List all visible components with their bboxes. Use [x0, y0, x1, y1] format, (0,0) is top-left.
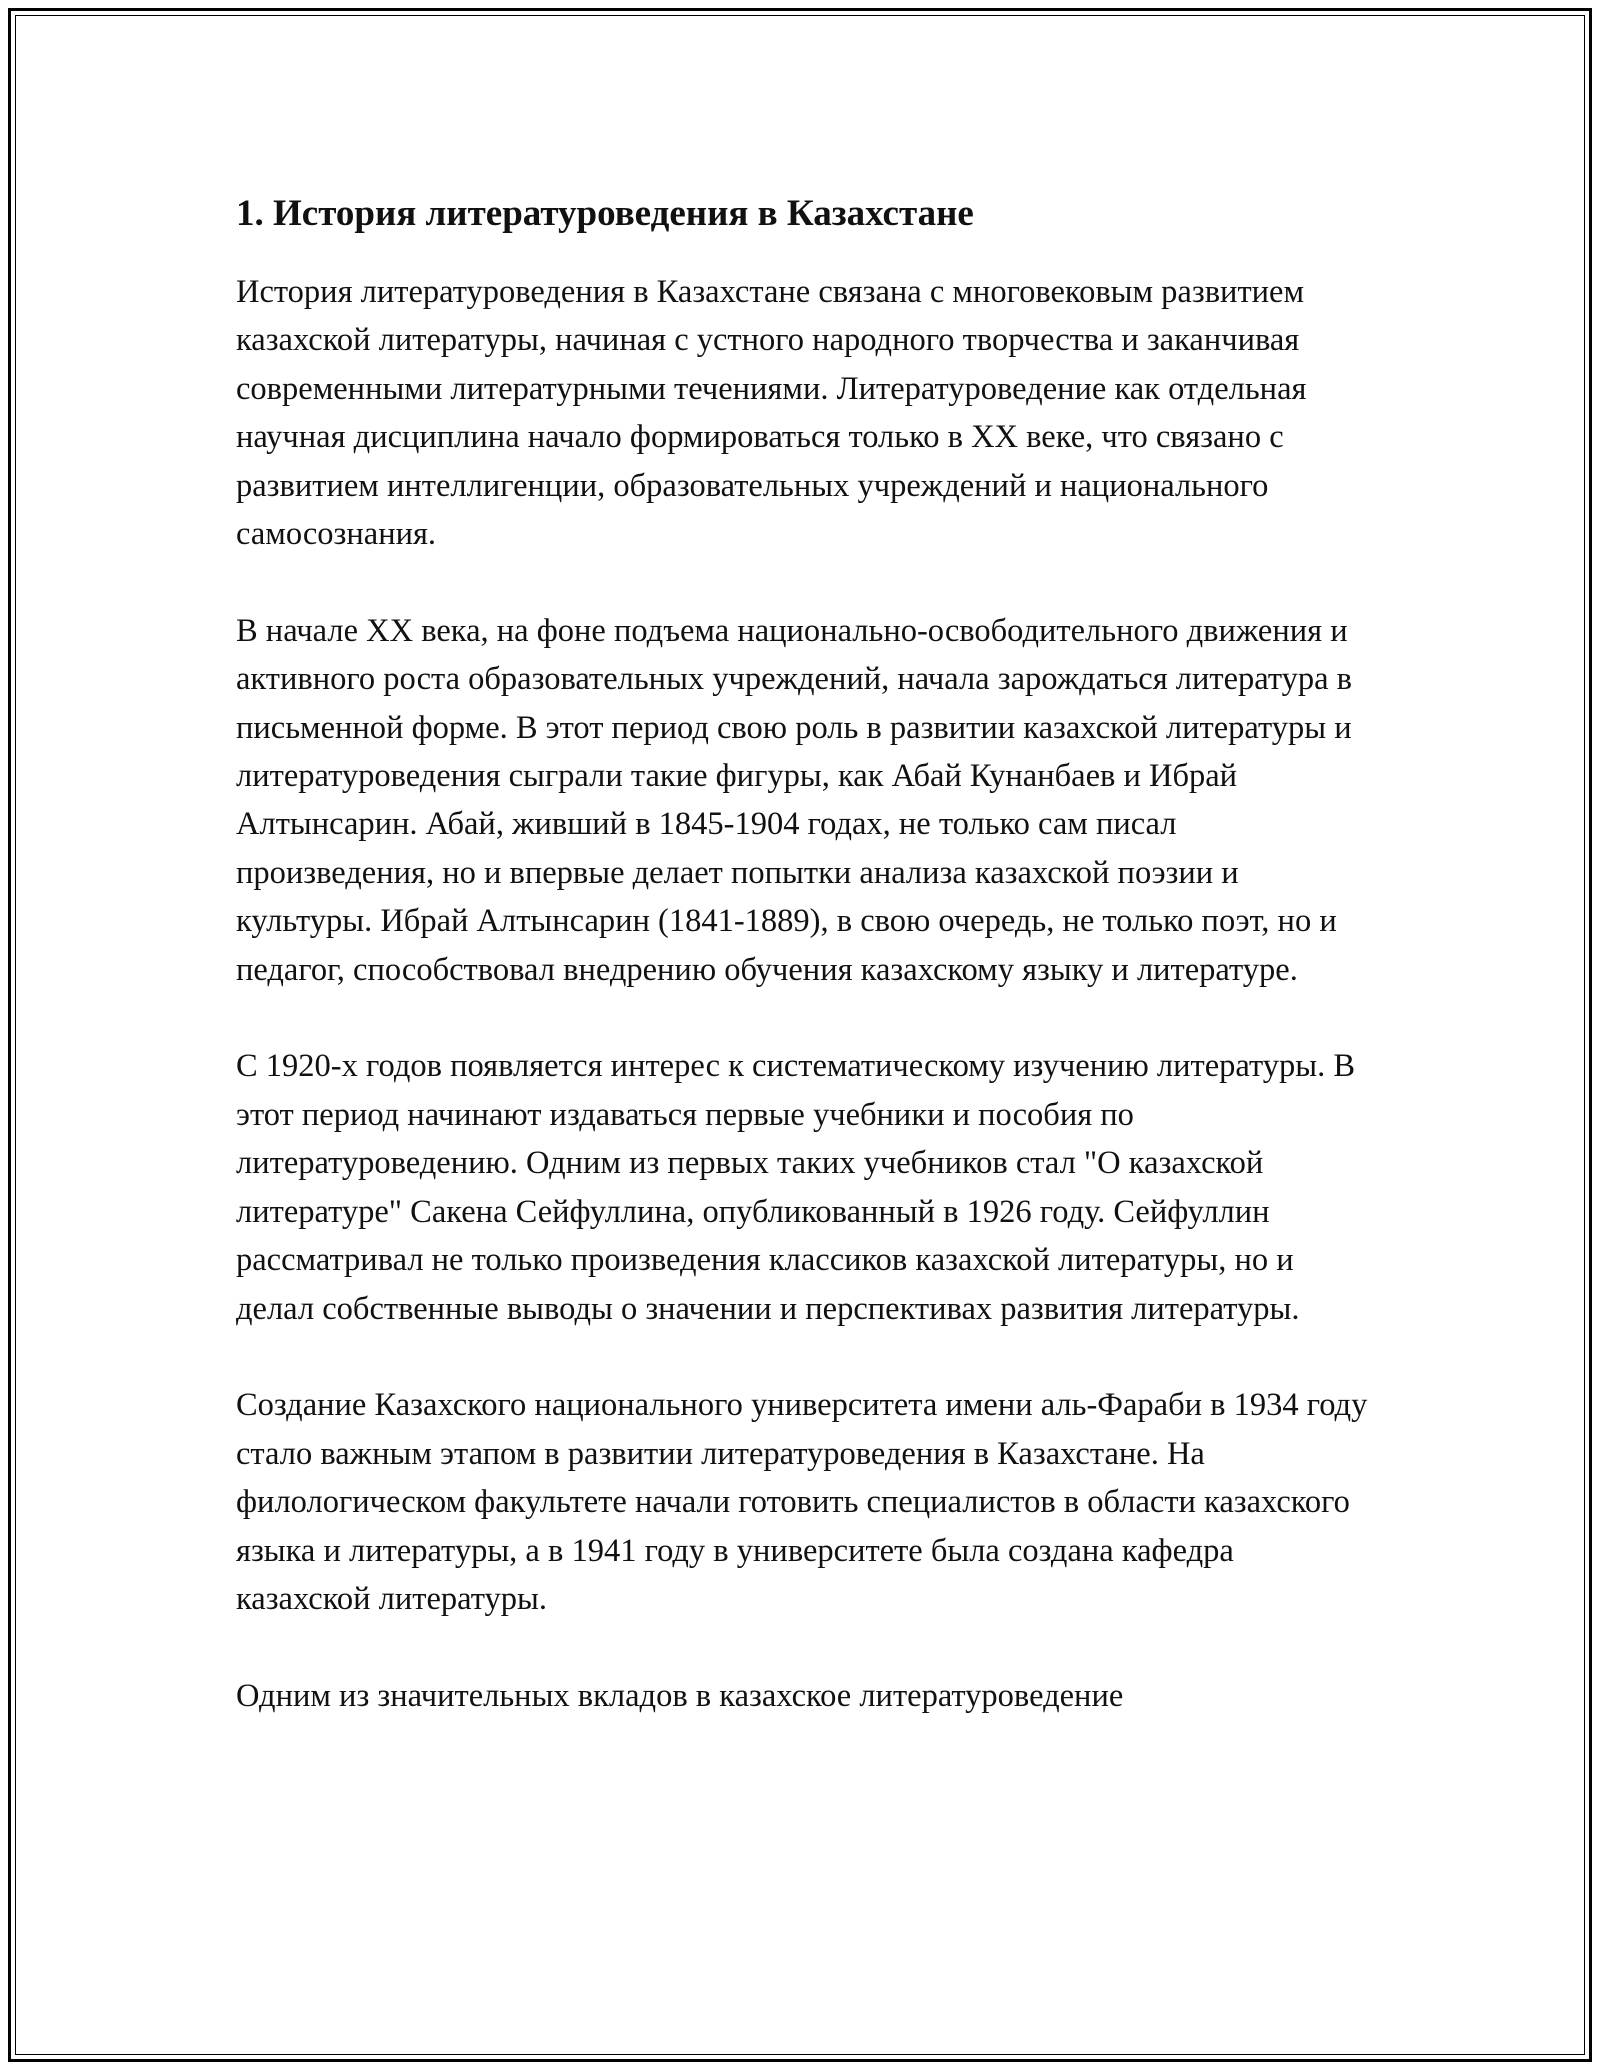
paragraph-5: Одним из значительных вкладов в казахское литературоведение: [236, 1677, 1124, 1714]
paragraph-4: Создание Казахского национального университета имени аль-Фараби в 1934 году стало важным этапом в развитии литературоведения в Казахстане. На филологическом факультете начали готовить специалистов в области казахского языка и литературы, а в 1941 году в университете была создана кафедра казахской литературы.: [236, 1387, 1368, 1617]
paragraph-2: В начале XX века, на фоне подъема национально-освободительного движения и активного роста образовательных учреждений, начала зарождаться литература в письменной форме. В этот период свою роль в развитии казахской литературы и литературоведения сыграли такие фигуры, как Абай Кунанбаев и Ибрай Алтынсарин. Абай, живший в 1845-1904 годах, не только сам писал произведения, но и впервые делает попытки анализа казахской поэзии и культуры. Ибрай Алтынсарин (1841-1889), в свою очередь, не только поэт, но и педагог, способствовал внедрению обучения казахскому языку и литературе.: [236, 612, 1353, 988]
document-body: [236, 190, 1376, 1769]
paragraph-1: История литературоведения в Казахстане связана с многовековым развитием казахской литературы, начиная с устного народного творчества и заканчивая современными литературными течениями. Литературоведение как отдельная научная дисциплина начало формироваться только в XX веке, что связано с развитием интеллигенции, образовательных учреждений и национального самосознания.: [236, 274, 1307, 553]
section-heading: 1. История литературоведения в Казахстане: [236, 193, 974, 234]
paragraph-3: С 1920-х годов появляется интерес к систематическому изучению литературы. В этот период начинают издаваться первые учебники и пособия по литературоведению. Одним из первых таких учебников стал "О казахской литературе" Сакена Сейфуллина, опубликованный в 1926 году. Сейфуллин рассматривал не только произведения классиков казахской литературы, но и делал собственные выводы о значении и перспективах развития литературы.: [236, 1048, 1356, 1327]
